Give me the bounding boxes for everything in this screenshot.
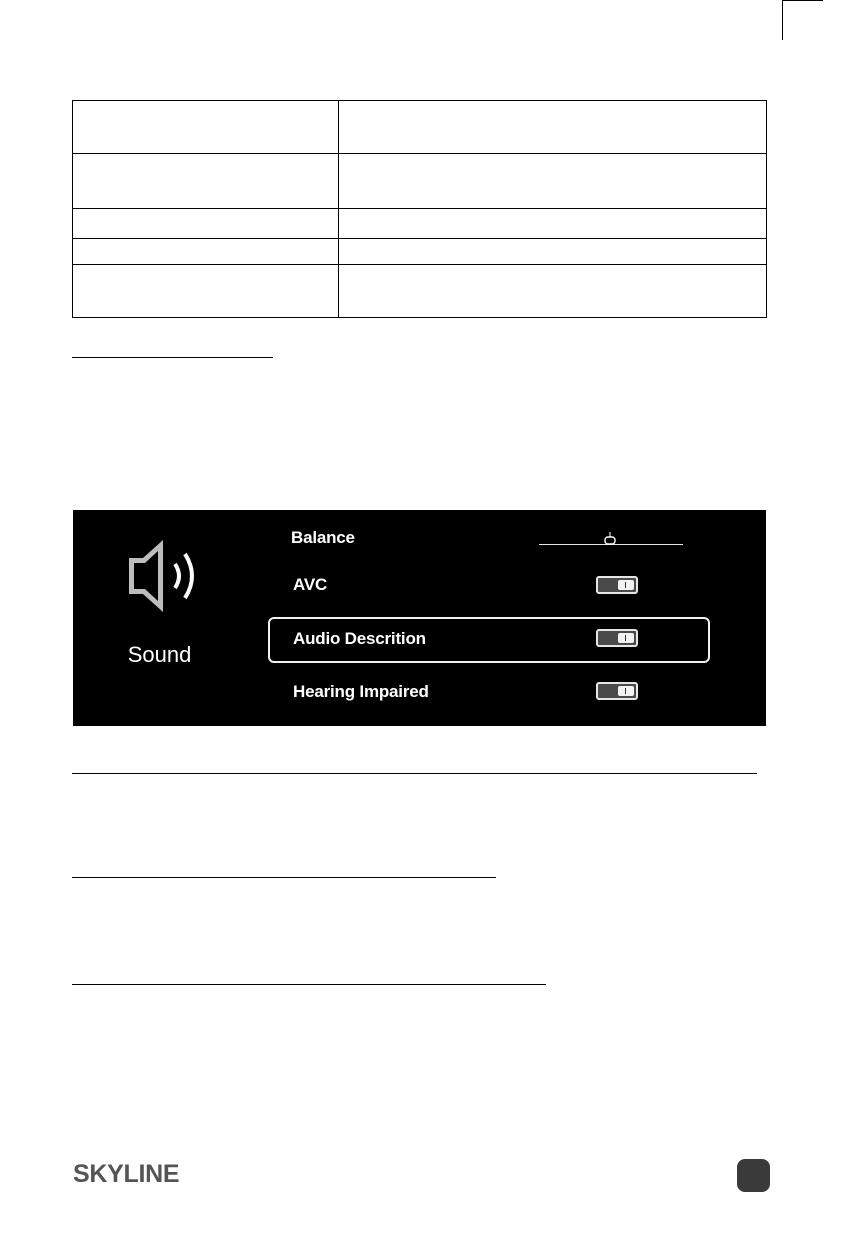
table-cell	[339, 154, 767, 209]
text-underline	[72, 984, 546, 985]
toggle-knob	[618, 580, 634, 590]
table-cell	[339, 238, 767, 264]
table-row	[73, 209, 767, 238]
brand-logo: SKYLINE	[73, 1160, 180, 1188]
table-cell	[339, 209, 767, 238]
toggle-knob	[618, 686, 634, 696]
hearing-impaired-toggle[interactable]	[596, 682, 638, 700]
speaker-icon	[125, 536, 205, 616]
table-row	[73, 264, 767, 317]
balance-slider[interactable]	[539, 532, 683, 546]
avc-toggle[interactable]	[596, 576, 638, 594]
table-cell	[339, 264, 767, 317]
crop-mark	[782, 0, 783, 40]
page-number-badge	[737, 1159, 770, 1192]
table-row	[73, 238, 767, 264]
menu-item-hearing-impaired[interactable]: Hearing Impaired	[293, 682, 429, 701]
table-row	[73, 101, 767, 154]
table-row	[73, 154, 767, 209]
toggle-knob	[618, 633, 634, 643]
spec-table	[72, 100, 767, 318]
table-cell	[73, 238, 339, 264]
menu-item-balance[interactable]: Balance	[291, 528, 355, 547]
table-cell	[73, 209, 339, 238]
text-underline	[72, 877, 496, 878]
table-cell	[73, 154, 339, 209]
side-title: Sound	[127, 642, 192, 667]
crop-mark	[783, 0, 823, 1]
slider-thumb-icon[interactable]	[603, 532, 617, 546]
tv-sound-menu	[73, 510, 766, 726]
audio-description-toggle[interactable]	[596, 629, 638, 647]
heading-underline	[72, 357, 273, 358]
menu-item-audio-description[interactable]: Audio Descrition	[293, 629, 426, 648]
text-underline	[72, 773, 757, 774]
table-cell	[73, 264, 339, 317]
menu-item-avc[interactable]: AVC	[293, 575, 328, 594]
table-cell	[339, 101, 767, 154]
table-cell	[73, 101, 339, 154]
